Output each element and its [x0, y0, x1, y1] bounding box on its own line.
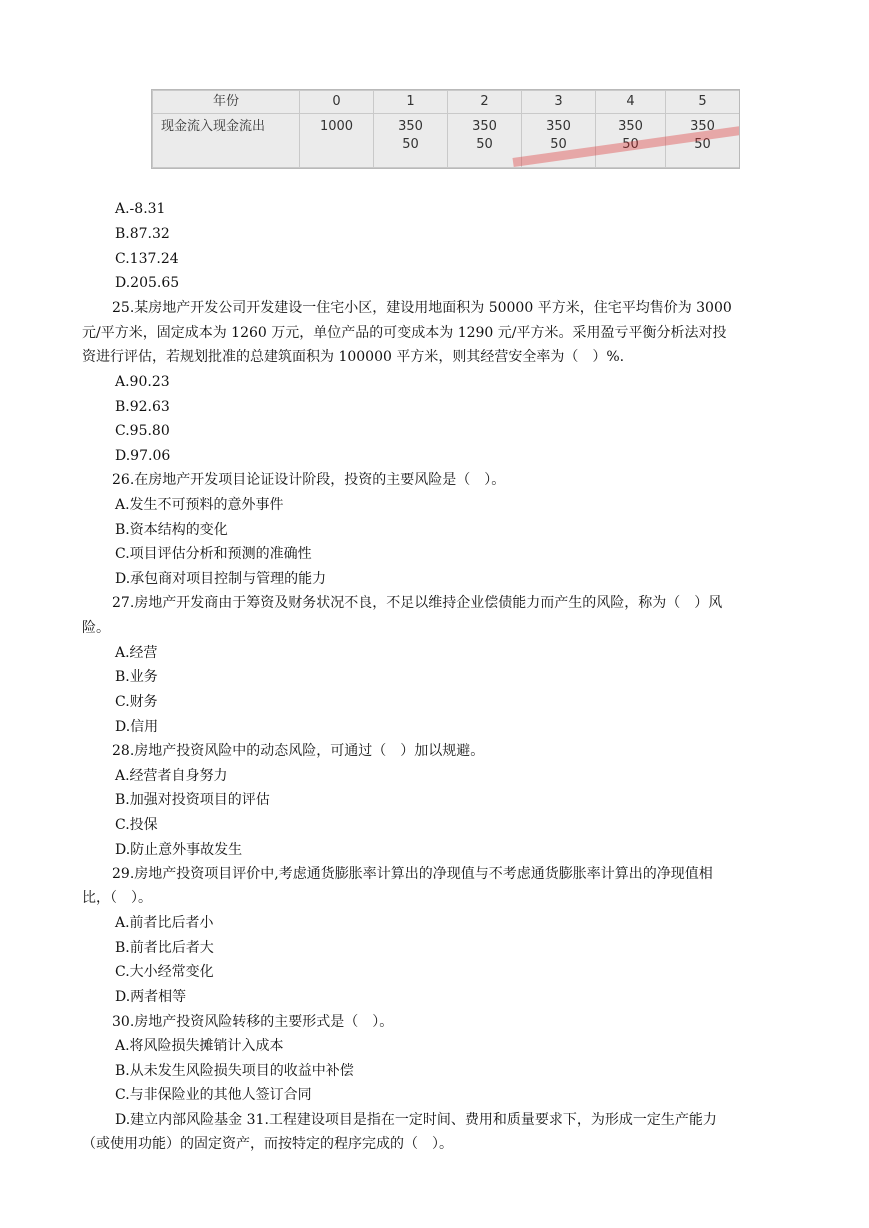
option: D.205.65 [115, 275, 180, 291]
header-cell: 4 [596, 91, 666, 114]
question-31-text-cont: （或使用功能）的固定资产，而按特定的程序完成的（ ）。 [82, 1136, 453, 1152]
inflow-value: 350 [690, 119, 715, 134]
question-28-text: 28.房地产投资风险中的动态风险，可通过（ ）加以规避。 [112, 743, 485, 759]
question-25-text: 25.某房地产开发公司开发建设一住宅小区，建设用地面积为 50000 平方米，住宅平均售价为 3000 [112, 300, 732, 316]
header-cell: 1 [374, 91, 448, 114]
question-27-text: 27.房地产开发商由于筹资及财务状况不良，不足以维持企业偿债能力而产生的风险，称为（ ）风 [112, 595, 723, 611]
row-label: 现金流入现金流出 [153, 114, 300, 168]
outflow-value: 50 [694, 137, 711, 152]
option: C.137.24 [115, 251, 179, 267]
cash-cell [448, 114, 522, 168]
cash-cell [300, 114, 374, 168]
option: B.资本结构的变化 [115, 522, 228, 538]
option: B.业务 [115, 669, 158, 685]
option: C.项目评估分析和预测的准确性 [115, 546, 312, 562]
option: B.加强对投资项目的评估 [115, 792, 270, 808]
question-25-text-cont: 元/平方米，固定成本为 1260 万元，单位产品的可变成本为 1290 元/平方米。采用盈亏平衡分析法对投 [82, 325, 727, 341]
option: A.-8.31 [115, 201, 166, 217]
option: D.两者相等 [115, 989, 187, 1005]
header-cell: 5 [666, 91, 740, 114]
option: C.财务 [115, 694, 158, 710]
option: C.大小经常变化 [115, 964, 214, 980]
header-cell: 3 [522, 91, 596, 114]
option: A.90.23 [115, 374, 170, 390]
option: A.前者比后者小 [115, 915, 214, 931]
option: B.前者比后者大 [115, 940, 214, 956]
question-27-text-cont: 险。 [82, 620, 110, 636]
outflow-value: 50 [476, 137, 493, 152]
inflow-value: 350 [618, 119, 643, 134]
inflow-value: 350 [398, 119, 423, 134]
header-cell: 2 [448, 91, 522, 114]
question-29-text: 29.房地产投资项目评价中,考虑通货膨胀率计算出的净现值与不考虑通货膨胀率计算出的净现值相 [112, 866, 713, 882]
outflow-value: 50 [622, 137, 639, 152]
cash-cell [374, 114, 448, 168]
option: B.92.63 [115, 399, 170, 415]
option: A.经营者自身努力 [115, 768, 228, 784]
outflow-value: 50 [550, 137, 567, 152]
header-cell-year: 年份 [153, 91, 300, 114]
option: C.投保 [115, 817, 158, 833]
question-29-text-cont: 比，（ ）。 [82, 890, 152, 906]
option: D.97.06 [115, 448, 171, 464]
question-30-text: 30.房地产投资风险转移的主要形式是（ ）。 [112, 1014, 394, 1030]
option: B.87.32 [115, 226, 170, 242]
option: C.与非保险业的其他人签订合同 [115, 1087, 312, 1103]
option-and-question-31-text: D.建立内部风险基金 31.工程建设项目是指在一定时间、费用和质量要求下，为形成一定生产能力 [115, 1112, 717, 1128]
option: A.发生不可预料的意外事件 [115, 497, 284, 513]
option: D.承包商对项目控制与管理的能力 [115, 571, 327, 587]
inflow-value: 350 [472, 119, 497, 134]
option: B.从未发生风险损失项目的收益中补偿 [115, 1063, 354, 1079]
option: A.经营 [115, 645, 158, 661]
option: A.将风险损失摊销计入成本 [115, 1038, 284, 1054]
question-26-text: 26.在房地产开发项目论证设计阶段，投资的主要风险是（ ）。 [112, 472, 506, 488]
option: D.防止意外事故发生 [115, 842, 243, 858]
option: D.信用 [115, 719, 159, 735]
cash-flow-table-image [151, 89, 740, 169]
header-cell: 0 [300, 91, 374, 114]
question-25-text-cont: 资进行评估，若规划批准的总建筑面积为 100000 平方米，则其经营安全率为（ ）%. [82, 349, 625, 365]
outflow-value: 50 [402, 137, 419, 152]
option: C.95.80 [115, 423, 170, 439]
inflow-value: 1000 [319, 119, 354, 134]
table-header-row [153, 91, 740, 114]
inflow-value: 350 [546, 119, 571, 134]
cash-flow-table [152, 90, 740, 168]
